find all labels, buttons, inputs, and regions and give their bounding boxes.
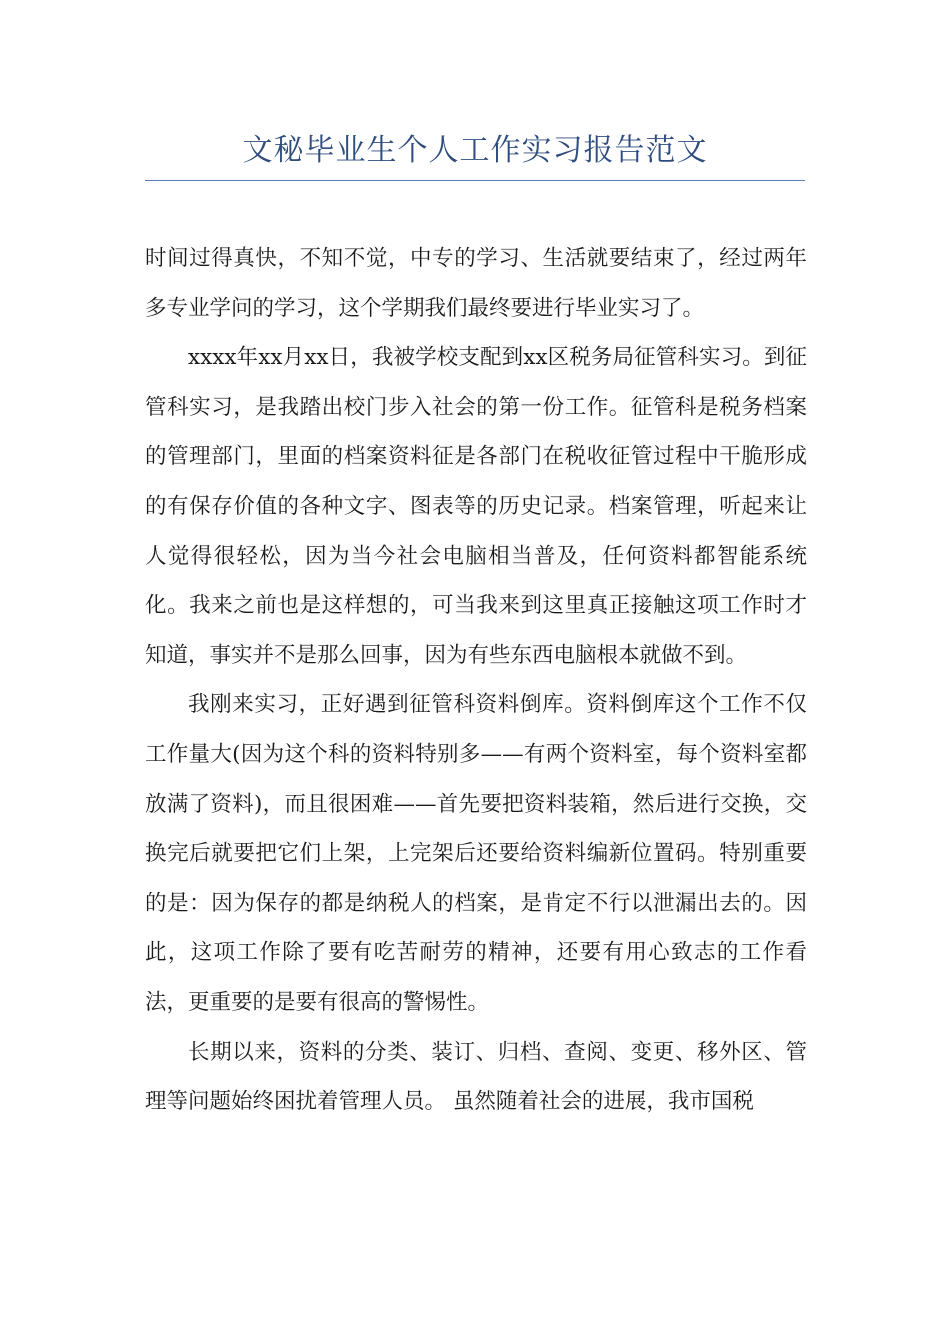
title-underline xyxy=(145,180,805,181)
paragraph-3: 我刚来实习，正好遇到征管科资料倒库。资料倒库这个工作不仅工作量大(因为这个科的资料特别多——有两个资料室，每个资料室都放满了资料)，而且很困难——首先要把资料装箱，然后进行交换，交换完后就要把它们上架，上完架后还要给资料编新位置码。特别重要的是：因为保存的都是纳税人的档案，是肯定不行以泄漏出去的。因此，这项工作除了要有吃苦耐劳的精神，还要有用心致志的工作看法，更重要的是要有很高的警惕性。 xyxy=(145,692,807,1015)
paragraph-4: 长期以来，资料的分类、装订、归档、查阅、变更、移外区、管理等问题始终困扰着管理人员。 虽然随着社会的进展，我市国税 xyxy=(145,1039,807,1115)
paragraph-2: xxxx年xx月xx日，我被学校支配到xx区税务局征管科实习。到征管科实习，是我踏出校门步入社会的第一份工作。征管科是税务档案的管理部门，里面的档案资料征是各部门在税收征管过程中干脆形成的有保存价值的各种文字、图表等的历史记录。档案管理，听起来让人觉得很轻松，因为当今社会电脑相当普及，任何资料都智能系统化。我来之前也是这样想的，可当我来到这里真正接触这项工作时才知道，事实并不是那么回事，因为有些东西电脑根本就做不到。 xyxy=(145,345,807,668)
document-title: 文秘毕业生个人工作实习报告范文 xyxy=(242,133,708,168)
document-body xyxy=(145,234,807,1127)
paragraph-1: 时间过得真快，不知不觉，中专的学习、生活就要结束了，经过两年多专业学问的学习，这个学期我们最终要进行毕业实习了。 xyxy=(145,246,807,321)
